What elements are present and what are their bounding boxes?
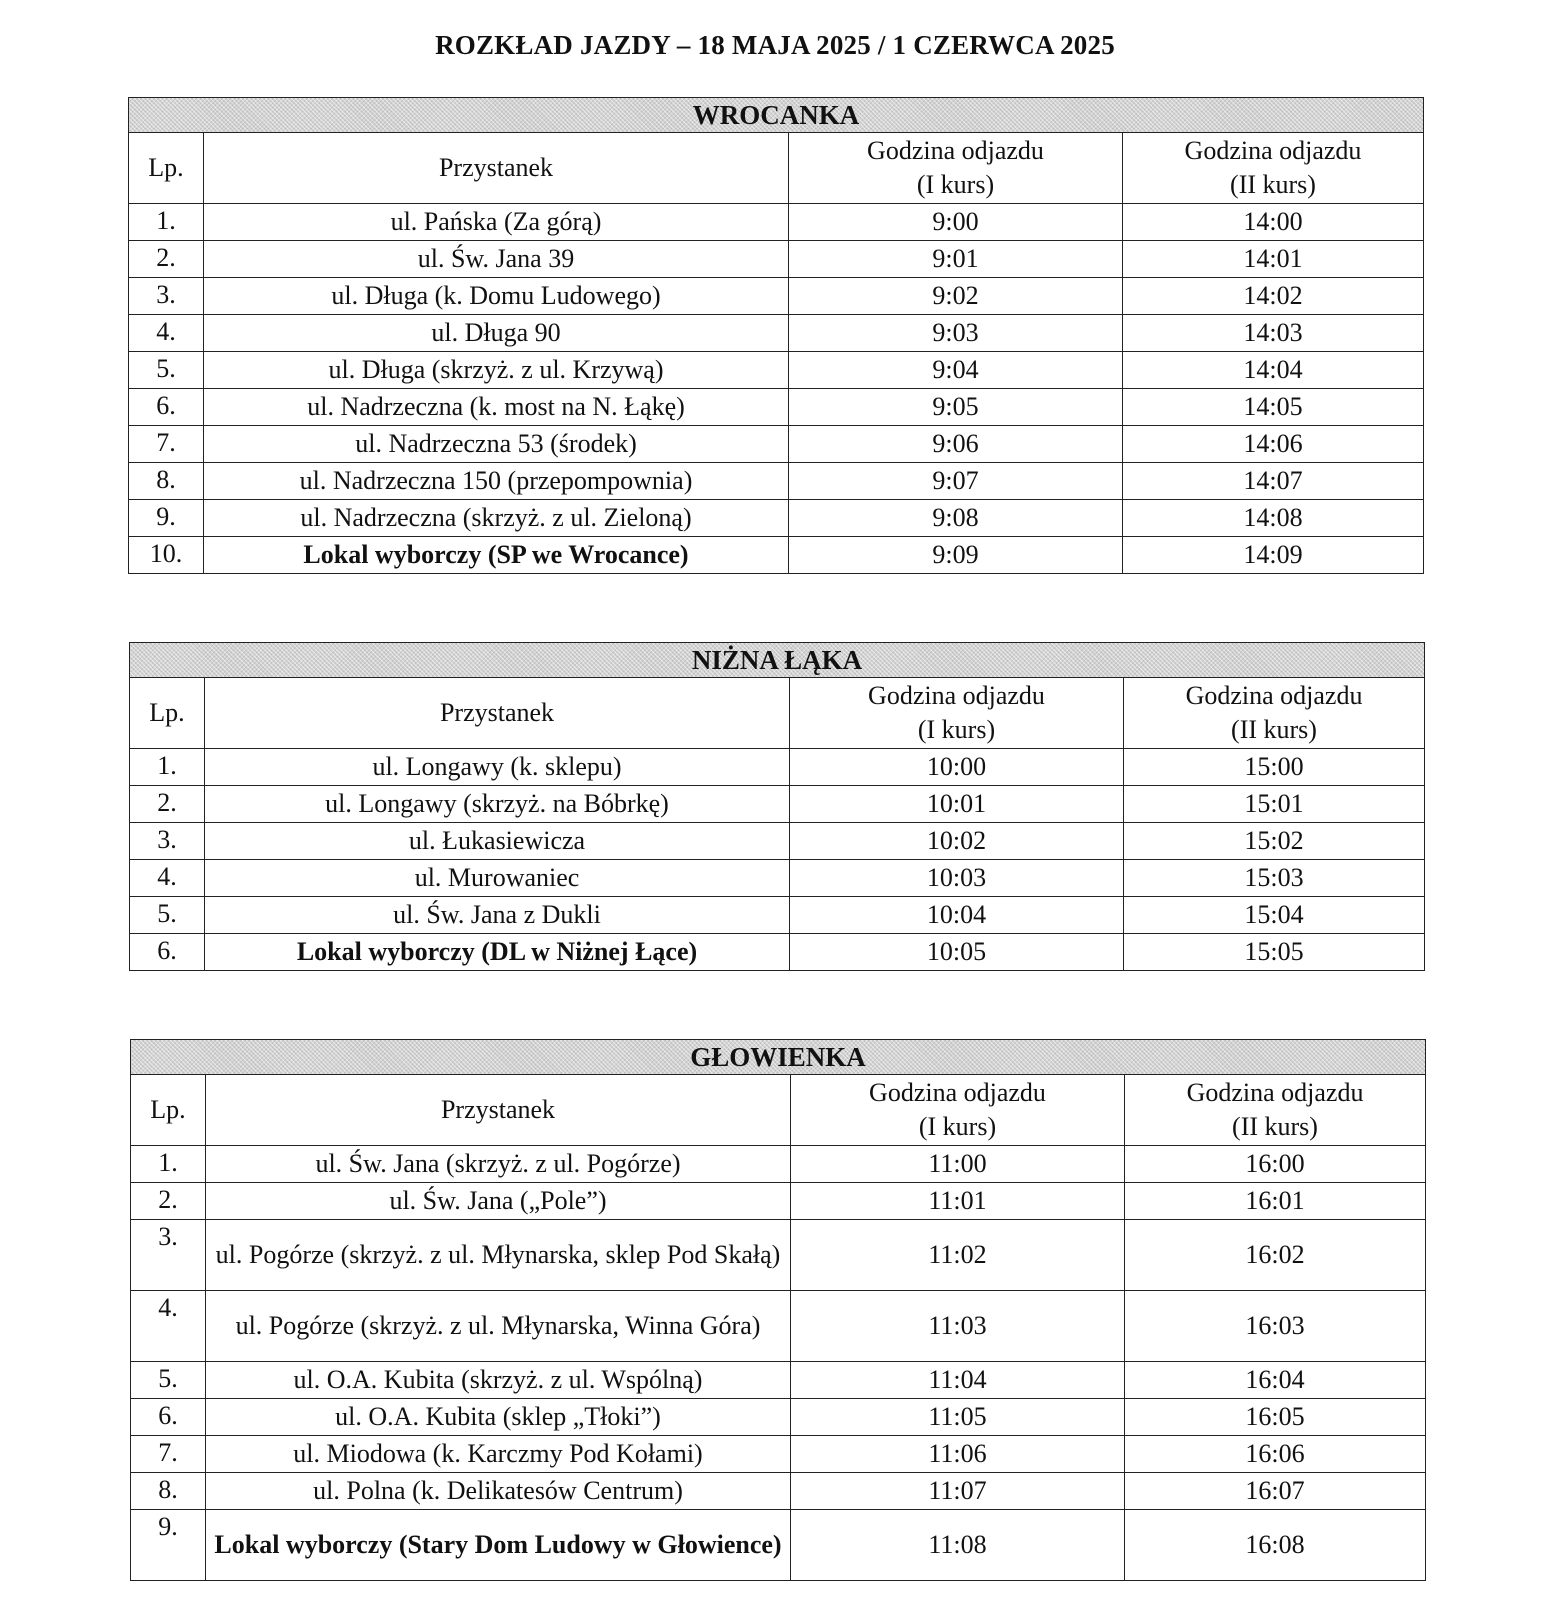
row-lp: 7. — [131, 1436, 206, 1473]
row-lp: 6. — [130, 934, 205, 971]
row-lp: 10. — [129, 537, 204, 574]
table-row — [130, 786, 1425, 823]
row-time-1: 10:01 — [790, 786, 1124, 823]
table-row — [131, 1146, 1426, 1183]
table-row — [130, 897, 1425, 934]
row-stop: ul. Pogórze (skrzyż. z ul. Młynarska, sklep Pod Skałą) — [206, 1220, 791, 1291]
row-lp: 8. — [131, 1473, 206, 1510]
header-stop: Przystanek — [206, 1075, 791, 1146]
row-time-2: 14:03 — [1123, 315, 1424, 352]
row-time-1: 9:07 — [789, 463, 1123, 500]
header-dep2 — [1125, 1075, 1426, 1146]
row-time-1: 11:04 — [791, 1362, 1125, 1399]
table-row — [129, 315, 1424, 352]
header-dep2-line2: (II kurs) — [1231, 715, 1317, 744]
row-lp: 4. — [129, 315, 204, 352]
document-title: ROZKŁAD JAZDY – 18 MAJA 2025 / 1 CZERWCA 2025 — [435, 30, 1115, 60]
row-lp: 8. — [129, 463, 204, 500]
table-row — [129, 500, 1424, 537]
table-header-row — [130, 678, 1425, 749]
row-lp: 2. — [131, 1183, 206, 1220]
row-time-2: 14:02 — [1123, 278, 1424, 315]
row-lp: 4. — [131, 1291, 206, 1362]
row-time-2: 15:01 — [1124, 786, 1425, 823]
row-time-2: 14:08 — [1123, 500, 1424, 537]
table-row — [129, 241, 1424, 278]
header-dep1 — [789, 133, 1123, 204]
schedule-table-wrocanka — [128, 97, 1424, 574]
row-lp: 1. — [129, 204, 204, 241]
header-dep2 — [1123, 133, 1424, 204]
table-header-row — [129, 133, 1424, 204]
table-row — [130, 823, 1425, 860]
row-time-2: 16:02 — [1125, 1220, 1426, 1291]
schedule-table-nizna-laka — [129, 642, 1425, 971]
row-lp: 3. — [130, 823, 205, 860]
table-row — [131, 1291, 1426, 1362]
row-stop: ul. Św. Jana z Dukli — [205, 897, 790, 934]
row-lp: 4. — [130, 860, 205, 897]
table-row-final-stop — [131, 1510, 1426, 1581]
table-row — [131, 1473, 1426, 1510]
row-time-1: 9:00 — [789, 204, 1123, 241]
row-time-2: 15:02 — [1124, 823, 1425, 860]
header-lp: Lp. — [131, 1075, 206, 1146]
header-dep2-line1: Godzina odjazdu — [1185, 681, 1363, 710]
table-row — [129, 463, 1424, 500]
row-stop: ul. Longawy (skrzyż. na Bóbrkę) — [205, 786, 790, 823]
header-dep1-line2: (I kurs) — [918, 1112, 997, 1141]
row-time-2: 15:05 — [1124, 934, 1425, 971]
row-lp: 1. — [131, 1146, 206, 1183]
row-time-2: 15:03 — [1124, 860, 1425, 897]
table-row — [130, 749, 1425, 786]
row-time-2: 16:05 — [1125, 1399, 1426, 1436]
header-dep2-line1: Godzina odjazdu — [1184, 136, 1362, 165]
row-stop: ul. Św. Jana („Pole”) — [206, 1183, 791, 1220]
row-time-2: 16:07 — [1125, 1473, 1426, 1510]
row-time-1: 10:04 — [790, 897, 1124, 934]
table-row — [131, 1220, 1426, 1291]
header-dep1-line2: (I kurs) — [916, 170, 995, 199]
header-dep1-line1: Godzina odjazdu — [868, 681, 1045, 710]
row-time-1: 9:09 — [789, 537, 1123, 574]
row-time-1: 9:06 — [789, 426, 1123, 463]
row-lp: 6. — [129, 389, 204, 426]
row-stop: Lokal wyborczy (Stary Dom Ludowy w Głowience) — [206, 1510, 791, 1581]
header-lp: Lp. — [129, 133, 204, 204]
section-title: WROCANKA — [129, 98, 1424, 133]
row-stop: ul. Nadrzeczna (k. most na N. Łąkę) — [204, 389, 789, 426]
row-lp: 3. — [131, 1220, 206, 1291]
table-row — [129, 278, 1424, 315]
row-time-2: 14:07 — [1123, 463, 1424, 500]
row-stop: ul. Długa (k. Domu Ludowego) — [204, 278, 789, 315]
header-dep2-line2: (II kurs) — [1232, 1112, 1318, 1141]
header-dep1 — [790, 678, 1124, 749]
row-time-2: 16:00 — [1125, 1146, 1426, 1183]
row-stop: ul. Długa (skrzyż. z ul. Krzywą) — [204, 352, 789, 389]
row-stop: ul. Pańska (Za górą) — [204, 204, 789, 241]
row-lp: 5. — [131, 1362, 206, 1399]
table-row — [130, 860, 1425, 897]
row-time-2: 14:09 — [1123, 537, 1424, 574]
row-time-1: 11:01 — [791, 1183, 1125, 1220]
row-lp: 6. — [131, 1399, 206, 1436]
header-stop: Przystanek — [204, 133, 789, 204]
header-lp: Lp. — [130, 678, 205, 749]
schedule-table-glowienka — [130, 1039, 1426, 1581]
table-row — [129, 389, 1424, 426]
row-time-2: 14:06 — [1123, 426, 1424, 463]
section-title: GŁOWIENKA — [131, 1040, 1426, 1075]
row-stop: ul. O.A. Kubita (sklep „Tłoki”) — [206, 1399, 791, 1436]
row-lp: 9. — [131, 1510, 206, 1581]
row-stop: ul. Pogórze (skrzyż. z ul. Młynarska, Winna Góra) — [206, 1291, 791, 1362]
row-time-2: 16:01 — [1125, 1183, 1426, 1220]
table-row — [129, 204, 1424, 241]
row-lp: 3. — [129, 278, 204, 315]
row-time-2: 16:04 — [1125, 1362, 1426, 1399]
header-dep1-line2: (I kurs) — [917, 715, 996, 744]
row-time-2: 14:05 — [1123, 389, 1424, 426]
header-dep2-line2: (II kurs) — [1230, 170, 1316, 199]
row-stop: ul. Św. Jana 39 — [204, 241, 789, 278]
row-lp: 2. — [129, 241, 204, 278]
row-time-1: 9:03 — [789, 315, 1123, 352]
row-time-1: 9:05 — [789, 389, 1123, 426]
row-time-1: 10:02 — [790, 823, 1124, 860]
header-dep1-line1: Godzina odjazdu — [869, 1078, 1046, 1107]
table-row-final-stop — [130, 934, 1425, 971]
row-lp: 1. — [130, 749, 205, 786]
table-row-final-stop — [129, 537, 1424, 574]
table-row — [131, 1436, 1426, 1473]
header-dep2 — [1124, 678, 1425, 749]
header-dep1 — [791, 1075, 1125, 1146]
table-row — [129, 426, 1424, 463]
row-stop: ul. Miodowa (k. Karczmy Pod Kołami) — [206, 1436, 791, 1473]
table-row — [131, 1362, 1426, 1399]
row-time-1: 10:05 — [790, 934, 1124, 971]
row-time-2: 15:00 — [1124, 749, 1425, 786]
row-time-2: 14:00 — [1123, 204, 1424, 241]
row-time-1: 9:08 — [789, 500, 1123, 537]
row-time-2: 16:06 — [1125, 1436, 1426, 1473]
table-header-row — [131, 1075, 1426, 1146]
row-time-1: 9:04 — [789, 352, 1123, 389]
row-lp: 2. — [130, 786, 205, 823]
row-stop: ul. Łukasiewicza — [205, 823, 790, 860]
row-stop: Lokal wyborczy (SP we Wrocance) — [204, 537, 789, 574]
row-lp: 5. — [130, 897, 205, 934]
row-time-1: 11:05 — [791, 1399, 1125, 1436]
row-stop: ul. Nadrzeczna 150 (przepompownia) — [204, 463, 789, 500]
row-time-1: 9:01 — [789, 241, 1123, 278]
row-stop: ul. Longawy (k. sklepu) — [205, 749, 790, 786]
row-time-1: 9:02 — [789, 278, 1123, 315]
row-time-1: 11:07 — [791, 1473, 1125, 1510]
table-row — [131, 1399, 1426, 1436]
row-stop: ul. O.A. Kubita (skrzyż. z ul. Wspólną) — [206, 1362, 791, 1399]
row-stop: Lokal wyborczy (DL w Niżnej Łące) — [205, 934, 790, 971]
row-stop: ul. Murowaniec — [205, 860, 790, 897]
table-row — [129, 352, 1424, 389]
row-time-1: 11:02 — [791, 1220, 1125, 1291]
row-stop: ul. Polna (k. Delikatesów Centrum) — [206, 1473, 791, 1510]
row-time-2: 15:04 — [1124, 897, 1425, 934]
header-dep2-line1: Godzina odjazdu — [1186, 1078, 1364, 1107]
row-stop: ul. Długa 90 — [204, 315, 789, 352]
row-time-2: 14:01 — [1123, 241, 1424, 278]
row-time-1: 11:08 — [791, 1510, 1125, 1581]
row-stop: ul. Nadrzeczna (skrzyż. z ul. Zieloną) — [204, 500, 789, 537]
row-time-2: 16:03 — [1125, 1291, 1426, 1362]
row-stop: ul. Św. Jana (skrzyż. z ul. Pogórze) — [206, 1146, 791, 1183]
row-time-1: 11:03 — [791, 1291, 1125, 1362]
row-time-1: 10:03 — [790, 860, 1124, 897]
row-time-2: 16:08 — [1125, 1510, 1426, 1581]
row-time-1: 10:00 — [790, 749, 1124, 786]
header-stop: Przystanek — [205, 678, 790, 749]
table-row — [131, 1183, 1426, 1220]
header-dep1-line1: Godzina odjazdu — [867, 136, 1044, 165]
section-title: NIŻNA ŁĄKA — [130, 643, 1425, 678]
row-time-1: 11:00 — [791, 1146, 1125, 1183]
row-lp: 9. — [129, 500, 204, 537]
row-time-1: 11:06 — [791, 1436, 1125, 1473]
row-stop: ul. Nadrzeczna 53 (środek) — [204, 426, 789, 463]
row-time-2: 14:04 — [1123, 352, 1424, 389]
row-lp: 7. — [129, 426, 204, 463]
row-lp: 5. — [129, 352, 204, 389]
